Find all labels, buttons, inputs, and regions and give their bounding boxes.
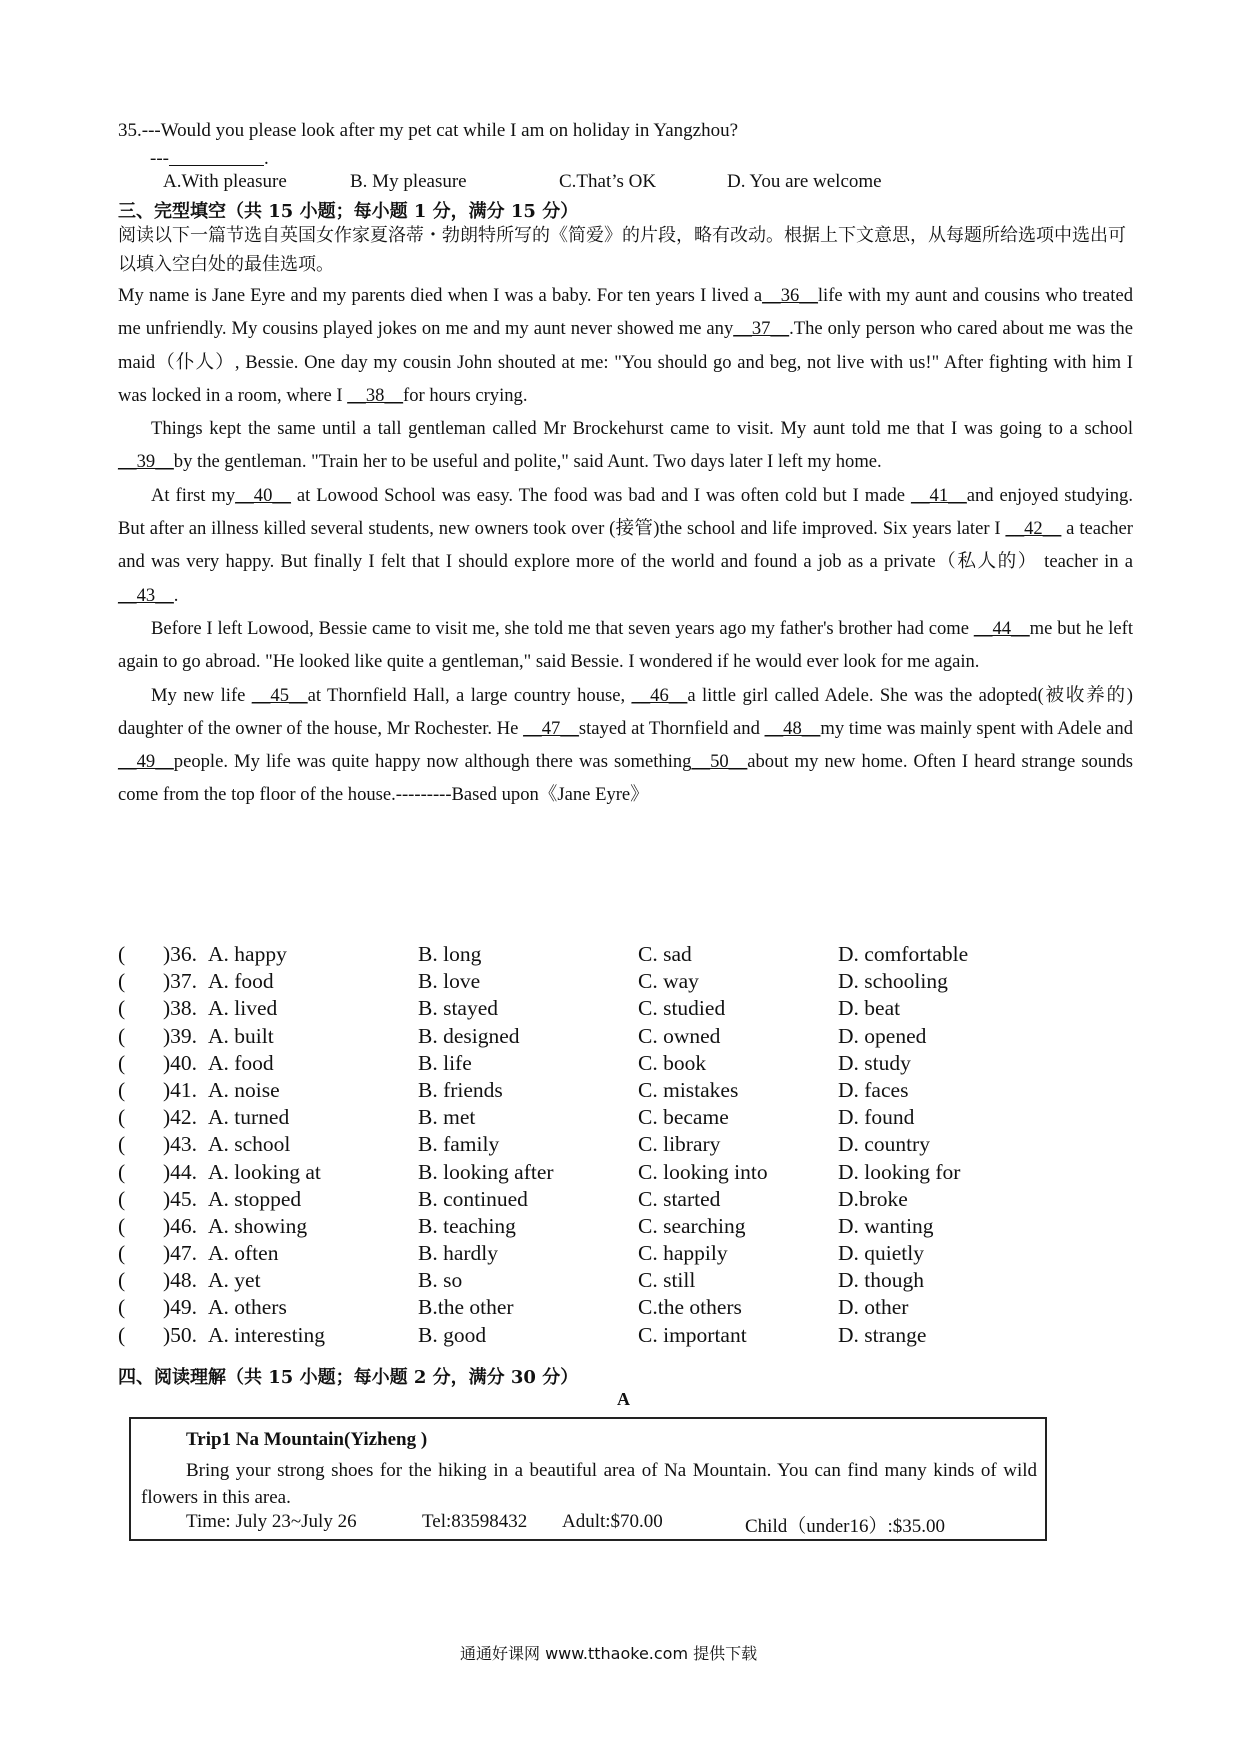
option-row-46: ( )46. A. showing B. teaching C. searching D. wanting xyxy=(118,1213,934,1238)
option-row-36: ( )36. A. happy B. long C. sad D. comfortable xyxy=(118,942,969,966)
passage-paragraph-5: My new life __45__at Thornfield Hall, a large country house, __46__a little girl called Adele. She was the adopted(被收养的) daughter of the owner of the house, Mr Rochester. He __47__stayed at Thornfield and __48__my time was mainly spent with Adele and __49__people. My life was quite happy now although there was something__50__about my new home. Often I heard strange sounds come from the top floor of the house.---------Based upon《Jane Eyre》 xyxy=(118,684,1134,806)
blank-36: __36__ xyxy=(762,285,818,306)
option-row-38: ( )38. A. lived B. stayed C. studied D. beat xyxy=(118,996,901,1021)
option-row-49: ( )49. A. others B.the other C.the others D. other xyxy=(118,1295,909,1320)
option-d: D. You are welcome xyxy=(727,171,882,192)
page-footer: 通通好课网 www.tthaoke.com 提供下载 xyxy=(460,1644,758,1663)
option-row-40: ( )40. A. food B. life C. book D. study xyxy=(118,1050,911,1075)
option-row-48: ( )48. A. yet B. so C. still D. though xyxy=(118,1268,924,1293)
blank-42: __42__ xyxy=(1005,518,1062,540)
answer-prefix: --- xyxy=(150,148,169,169)
trip-description: Bring your strong shoes for the hiking in a beautiful area of Na Mountain. You can find many kinds of wild flowers in this area. xyxy=(141,1460,1037,1508)
blank-49: __49__ xyxy=(118,751,174,773)
blank-46: __46__ xyxy=(631,684,688,706)
blank-37: __37__ xyxy=(733,318,790,340)
trip-adult-price: Adult:$70.00 xyxy=(562,1511,663,1532)
part-a-label: A xyxy=(617,1389,630,1409)
option-row-47: ( )47. A. often B. hardly C. happily D. quietly xyxy=(118,1241,924,1266)
passage-paragraph-4: Before I left Lowood, Bessie came to visit me, she told me that seven years ago my father's brother had come __44__me but he left again to go abroad. "He looked like quite a gentleman," said Bessie. I wondered if he would ever look for me again. xyxy=(118,617,1133,673)
section-3-heading: 三、完型填空（共 15 小题；每小题 1 分，满分 15 分） xyxy=(118,201,579,222)
answer-blank xyxy=(169,148,264,169)
cloze-passage xyxy=(118,279,1133,812)
blank-48: __48__ xyxy=(764,717,821,739)
answer-suffix: . xyxy=(263,148,269,169)
passage-paragraph-2: Things kept the same until a tall gentleman called Mr Brockehurst came to visit. My aunt told me that I was going to a school __39__by the gentleman. "Train her to be useful and polite," said Aunt. Two days later I left my home. xyxy=(118,418,1133,473)
trip-title: Trip1 Na Mountain(Yizheng ) xyxy=(186,1429,428,1450)
question-35-text: 35.---Would you please look after my pet cat while I am on holiday in Yangzhou? xyxy=(118,120,739,141)
blank-47: __47__ xyxy=(523,717,579,739)
section-4-heading: 四、阅读理解（共 15 小题；每小题 2 分，满分 30 分） xyxy=(118,1367,579,1388)
option-c: C.That’s OK xyxy=(559,171,657,192)
blank-43: __43__ xyxy=(118,584,174,606)
blank-45: __45__ xyxy=(251,684,308,706)
option-row-43: ( )43. A. school B. family C. library D. country xyxy=(118,1132,930,1157)
option-row-37: ( )37. A. food B. love C. way D. schooling xyxy=(118,969,948,994)
blank-41: __41__ xyxy=(910,484,967,506)
question-35-answer-line xyxy=(150,148,269,170)
passage-paragraph-1: My name is Jane Eyre and my parents died when I was a baby. For ten years I lived a__36__life with my aunt and cousins who treated me unfriendly. My cousins played jokes on me and my aunt never showed me any__37__.The only person who cared about me was the maid（仆人）, Bessie. One day my cousin John shouted at me: "You should go and beg, not live with us!" After fighting with him I was locked in a room, where I __38__for hours crying. xyxy=(118,285,1134,406)
trip-time: Time: July 23~July 26 xyxy=(186,1511,357,1532)
blank-40: __40__ xyxy=(235,484,291,506)
option-a: A.With pleasure xyxy=(163,171,287,192)
trip-child-price: Child（under16）:$35.00 xyxy=(745,1516,946,1537)
cloze-options-table xyxy=(118,942,1078,1350)
blank-44: __44__ xyxy=(973,617,1030,639)
blank-50: __50__ xyxy=(691,751,748,773)
option-row-39: ( )39. A. built B. designed C. owned D. opened xyxy=(118,1023,927,1048)
blank-39: __39__ xyxy=(118,451,174,473)
section-3-intro: 阅读以下一篇节选自英国女作家夏洛蒂・勃朗特所写的《简爱》的片段，略有改动。根据上下文意思，从每题所给选项中选出可以填入空白处的最佳选项。 xyxy=(118,225,1126,275)
option-row-44: ( )44. A. looking at B. looking after C. looking into D. looking for xyxy=(118,1159,961,1184)
option-row-42: ( )42. A. turned B. met C. became D. found xyxy=(118,1105,915,1130)
blank-38: __38__ xyxy=(347,384,404,406)
trip-info-box xyxy=(129,1417,1047,1541)
passage-paragraph-3: At first my__40__ at Lowood School was easy. The food was bad and I was often cold but I made __41__and enjoyed studying. But after an illness killed several students, new owners took over (接管)the school and life improved. Six years later I __42__ a teacher and was very happy. But finally I felt that I should explore more of the world and found a job as a private（私人的） teacher in a __43__. xyxy=(118,484,1134,606)
option-row-45: ( )45. A. stopped B. continued C. started D.broke xyxy=(118,1186,908,1211)
option-row-50: ( )50. A. interesting B. good C. important D. strange xyxy=(118,1322,927,1347)
option-row-41: ( )41. A. noise B. friends C. mistakes D. faces xyxy=(118,1077,909,1102)
option-b: B. My pleasure xyxy=(350,171,467,192)
trip-tel: Tel:83598432 xyxy=(422,1511,528,1532)
